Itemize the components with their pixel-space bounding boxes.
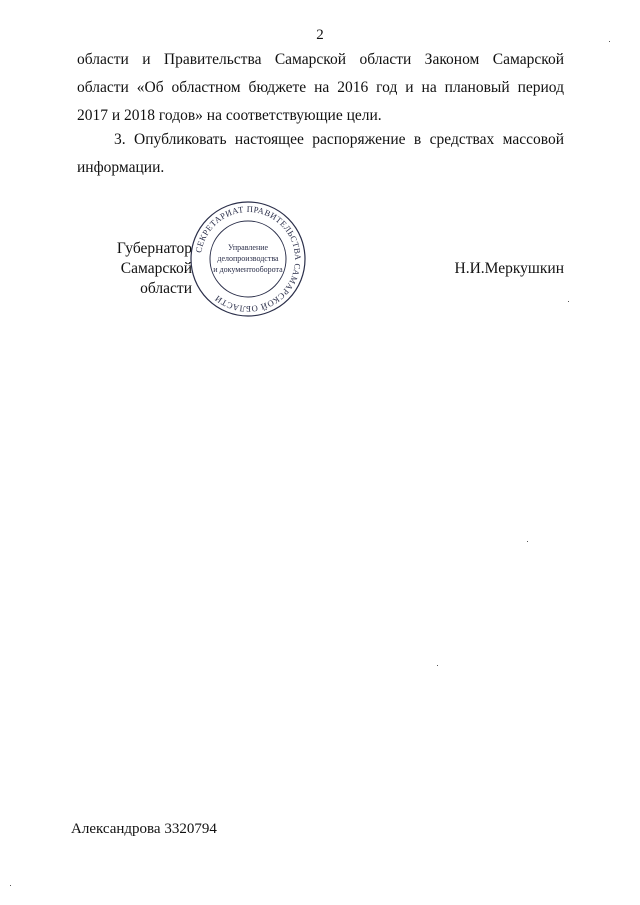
signatory-title (77, 239, 192, 299)
paragraph-line: 3. Опубликовать настоящее распоряжение в средствах массовой (114, 131, 564, 148)
paragraph-budget-law (77, 46, 564, 130)
scan-speck (527, 541, 528, 542)
signatory-name: Н.И.Меркушкин (454, 260, 564, 277)
scan-speck (609, 41, 610, 42)
official-stamp (188, 199, 308, 319)
signatory-title-line: Губернатор (116, 240, 192, 257)
paragraph-publish-order (77, 126, 564, 182)
stamp-ring-text: СЕКРЕТАРИАТ ПРАВИТЕЛЬСТВА САМАРСКОЙ ОБЛАСТИ (193, 203, 304, 315)
stamp-center-line: Управление (227, 243, 269, 252)
paragraph-line: области «Об областном бюджете на 2016 год и на плановый период (77, 79, 564, 96)
stamp-center-line: и документооборота (213, 265, 283, 274)
scan-speck (568, 301, 569, 302)
scan-speck (437, 665, 438, 666)
signatory-title-line: Самарской области (120, 260, 192, 297)
paragraph-line: области и Правительства Самарской области Законом Самарской (77, 51, 564, 68)
scan-speck (10, 885, 11, 886)
paragraph-line: 2017 и 2018 годов» на соответствующие цели. (77, 107, 382, 124)
stamp-center-line: делопроизводства (217, 254, 279, 263)
page-number: 2 (316, 27, 324, 43)
paragraph-line: информации. (77, 159, 165, 176)
executor-contact: Александрова 3320794 (71, 821, 217, 837)
